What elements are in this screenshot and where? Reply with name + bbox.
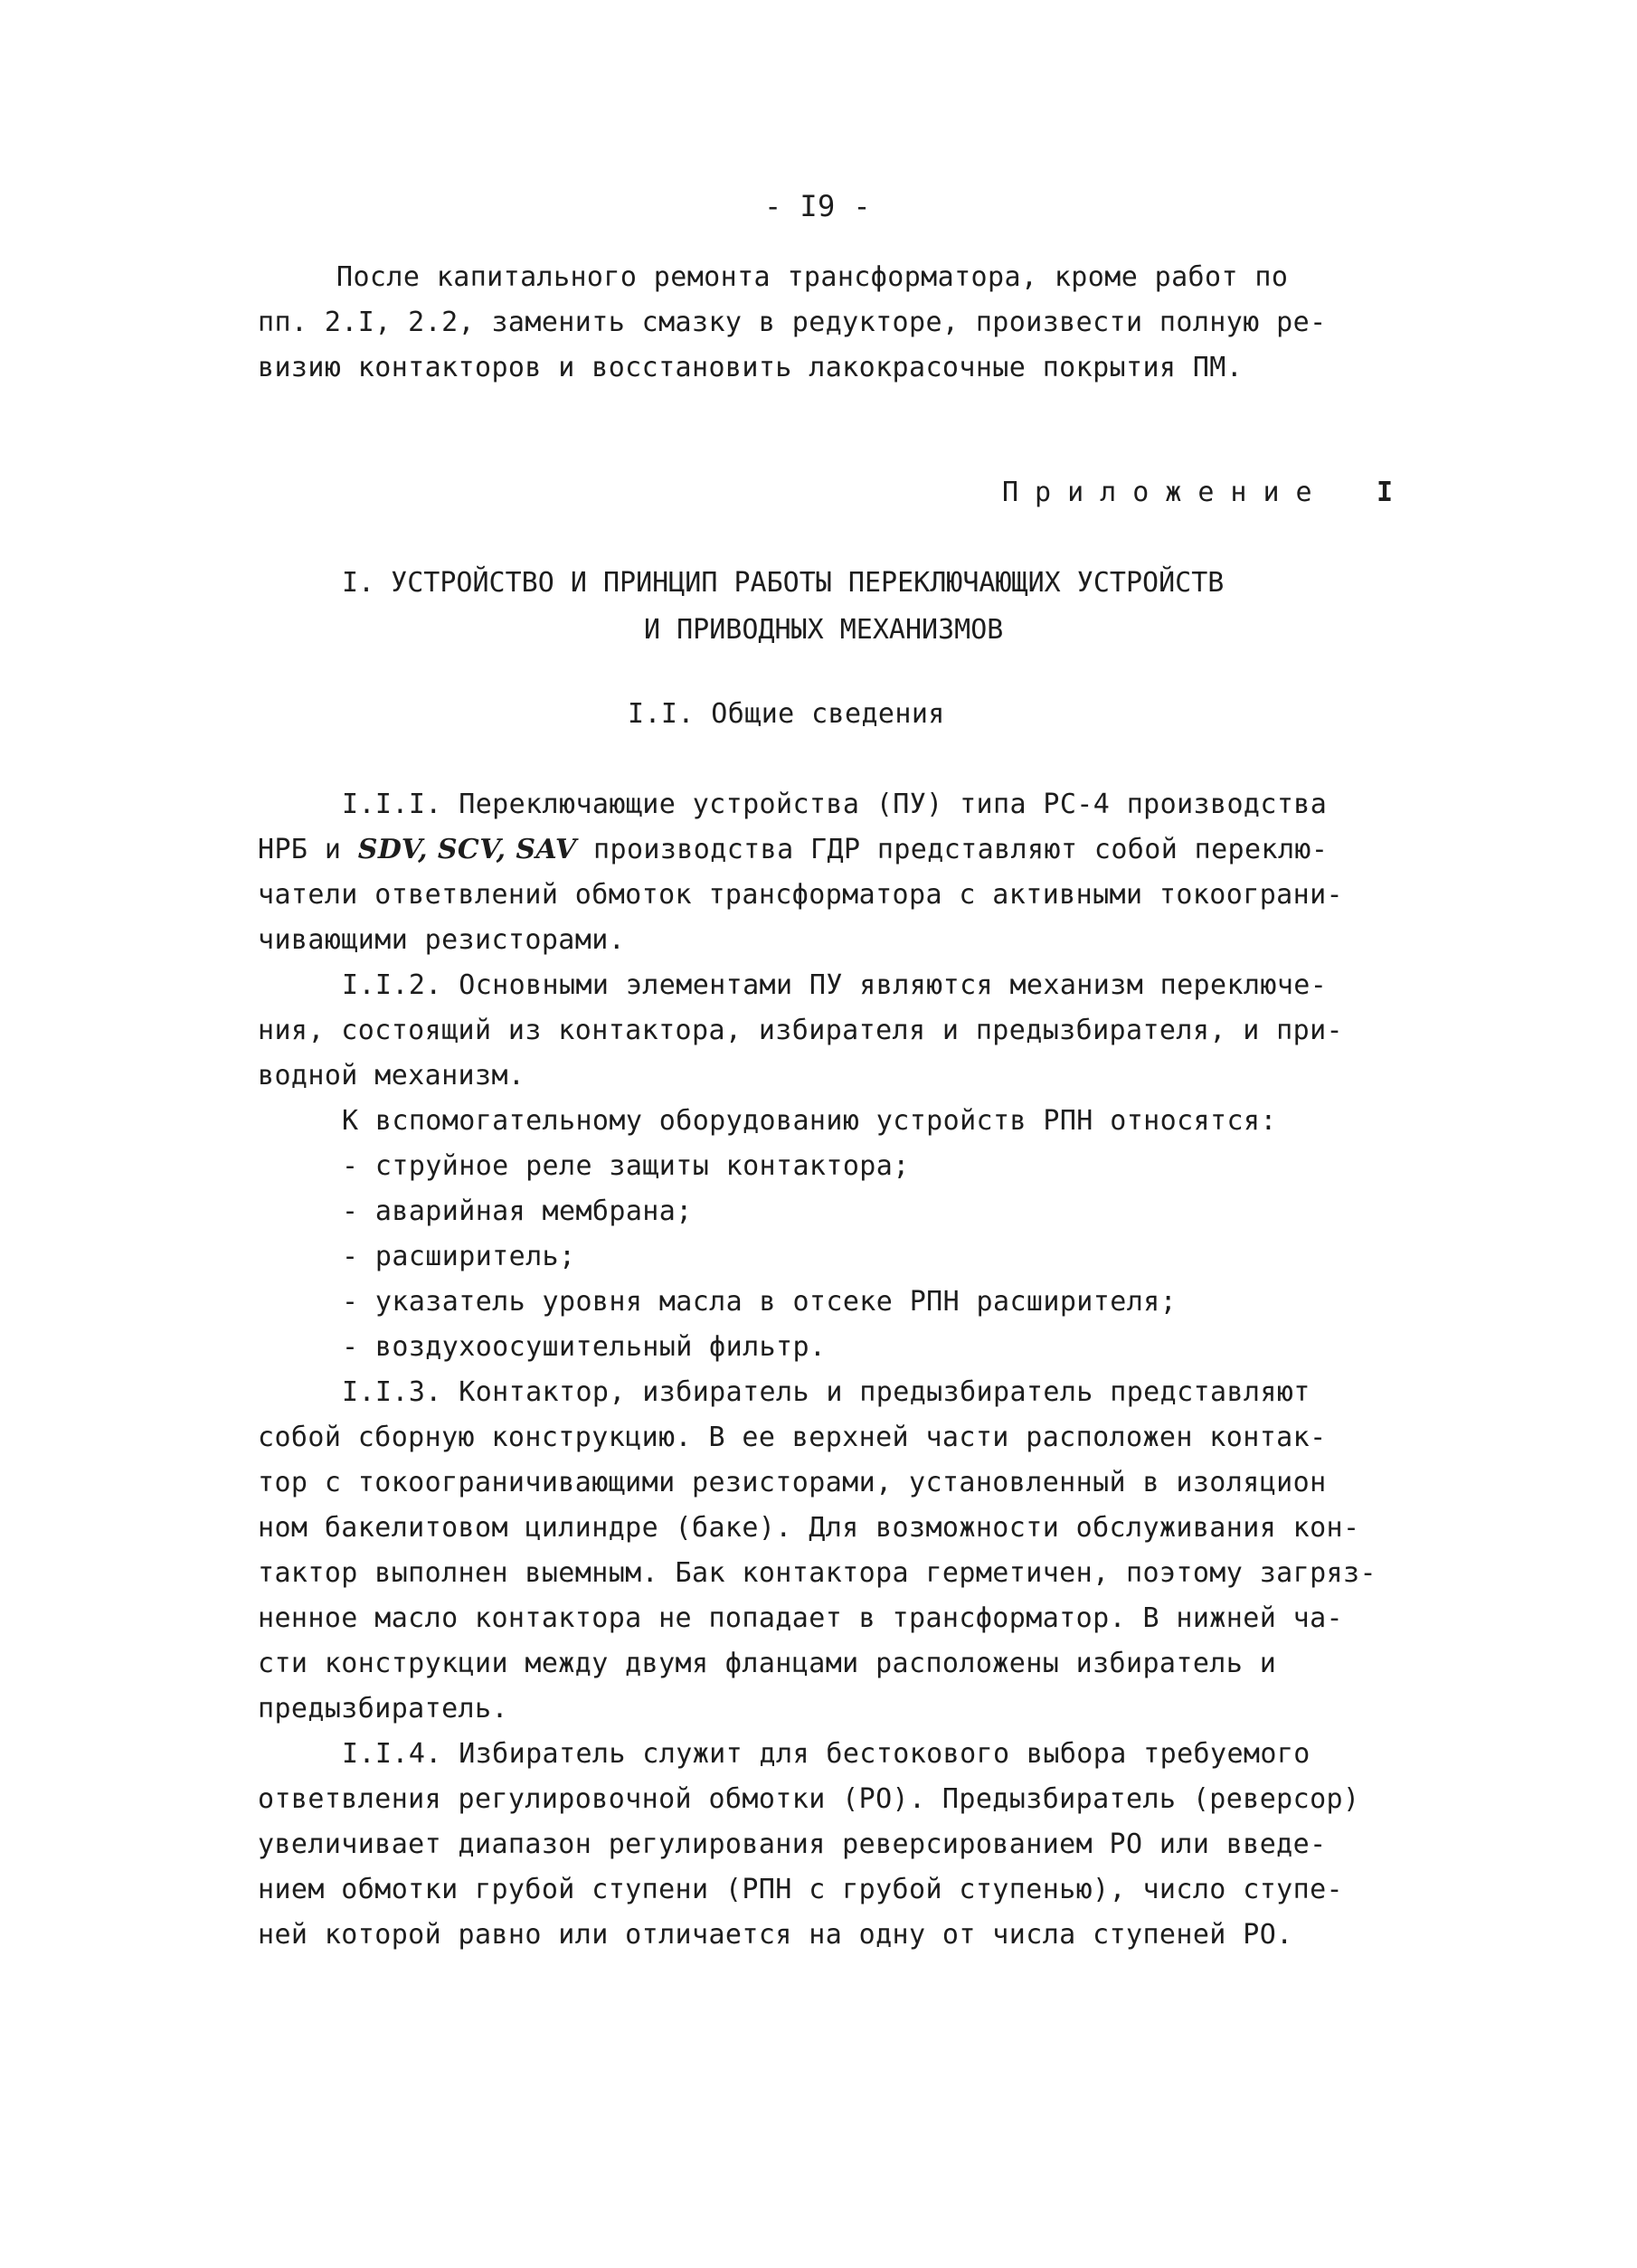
para-4-line-5: тактор выполнен выемным. Бак контактора герметичен, поэтому загряз- [258, 1557, 1377, 1589]
para-1-line-2 [258, 836, 1328, 864]
para-1-line-3: чатели ответвлений обмоток трансформатора с активными токоограни- [258, 879, 1343, 911]
para-4-line-3: тор с токоограничивающими резисторами, установленный в изоляцион [258, 1467, 1327, 1498]
para-4-line-1: I.I.3. Контактор, избиратель и предызбиратель представляют [342, 1376, 1311, 1408]
para-4-line-8: предызбиратель. [258, 1693, 508, 1725]
appendix-label: Приложение [1002, 477, 1329, 508]
intro-line-2: пп. 2.I, 2.2, заменить смазку в редукторе, произвести полную ре- [258, 307, 1327, 338]
list-item-2: - аварийная мембрана; [342, 1195, 693, 1227]
para-5-line-5: ней которой равно или отличается на одну от числа ступеней РО. [258, 1919, 1293, 1951]
appendix-number: I [1377, 477, 1394, 508]
para-5-line-3: увеличивает диапазон регулирования реверсированием РО или введе- [258, 1829, 1327, 1860]
para-3-line-1: К вспомогательному оборудованию устройств РПН относятся: [342, 1105, 1277, 1137]
para-1-text-a: НРБ и [258, 834, 358, 865]
model-names: SDV, SCV, SAV [357, 834, 577, 865]
subsection-title: I.I. Общие сведения [628, 698, 945, 730]
list-item-1: - струйное реле защиты контактора; [342, 1150, 910, 1182]
section-title-line-2: И ПРИВОДНЫХ МЕХАНИЗМОВ [644, 614, 1004, 646]
list-item-5: - воздухоосушительный фильтр. [342, 1331, 827, 1363]
para-4-line-7: сти конструкции между двумя фланцами расположены избиратель и [258, 1648, 1277, 1679]
para-1-line-4: чивающими резисторами. [258, 924, 626, 956]
para-4-line-6: ненное масло контактора не попадает в трансформатор. В нижней ча- [258, 1602, 1343, 1634]
para-5-line-1: I.I.4. Избиратель служит для бестокового выбора требуемого [342, 1738, 1311, 1770]
intro-line-3: визию контакторов и восстановить лакокрасочные покрытия ПМ. [258, 352, 1244, 383]
list-item-3: - расширитель; [342, 1241, 576, 1272]
page-number: - I9 - [764, 189, 871, 223]
para-5-line-2: ответвления регулировочной обмотки (РО). Предызбиратель (реверсор) [258, 1783, 1360, 1815]
para-4-line-2: собой сборную конструкцию. В ее верхней части расположен контак- [258, 1422, 1327, 1453]
para-1-line-1: I.I.I. Переключающие устройства (ПУ) типа РС-4 производства [342, 789, 1328, 820]
para-1-text-b: производства ГДР представляют собой переклю- [576, 834, 1329, 865]
intro-line-1: После капитального ремонта трансформатора, кроме работ по [336, 261, 1289, 293]
section-title-line-1: I. УСТРОЙСТВО И ПРИНЦИП РАБОТЫ ПЕРЕКЛЮЧАЮЩИХ УСТРОЙСТВ [342, 567, 1225, 599]
para-5-line-4: нием обмотки грубой ступени (РПН с грубой ступенью), число ступе- [258, 1874, 1343, 1905]
list-item-4: - указатель уровня масла в отсеке РПН расширителя; [342, 1286, 1178, 1318]
para-2-line-3: водной механизм. [258, 1060, 525, 1091]
para-2-line-2: ния, состоящий из контактора, избирателя и предызбирателя, и при- [258, 1015, 1343, 1046]
para-2-line-1: I.I.2. Основными элементами ПУ являются механизм переключе- [342, 969, 1328, 1001]
para-4-line-4: ном бакелитовом цилиндре (баке). Для возможности обслуживания кон- [258, 1512, 1360, 1544]
